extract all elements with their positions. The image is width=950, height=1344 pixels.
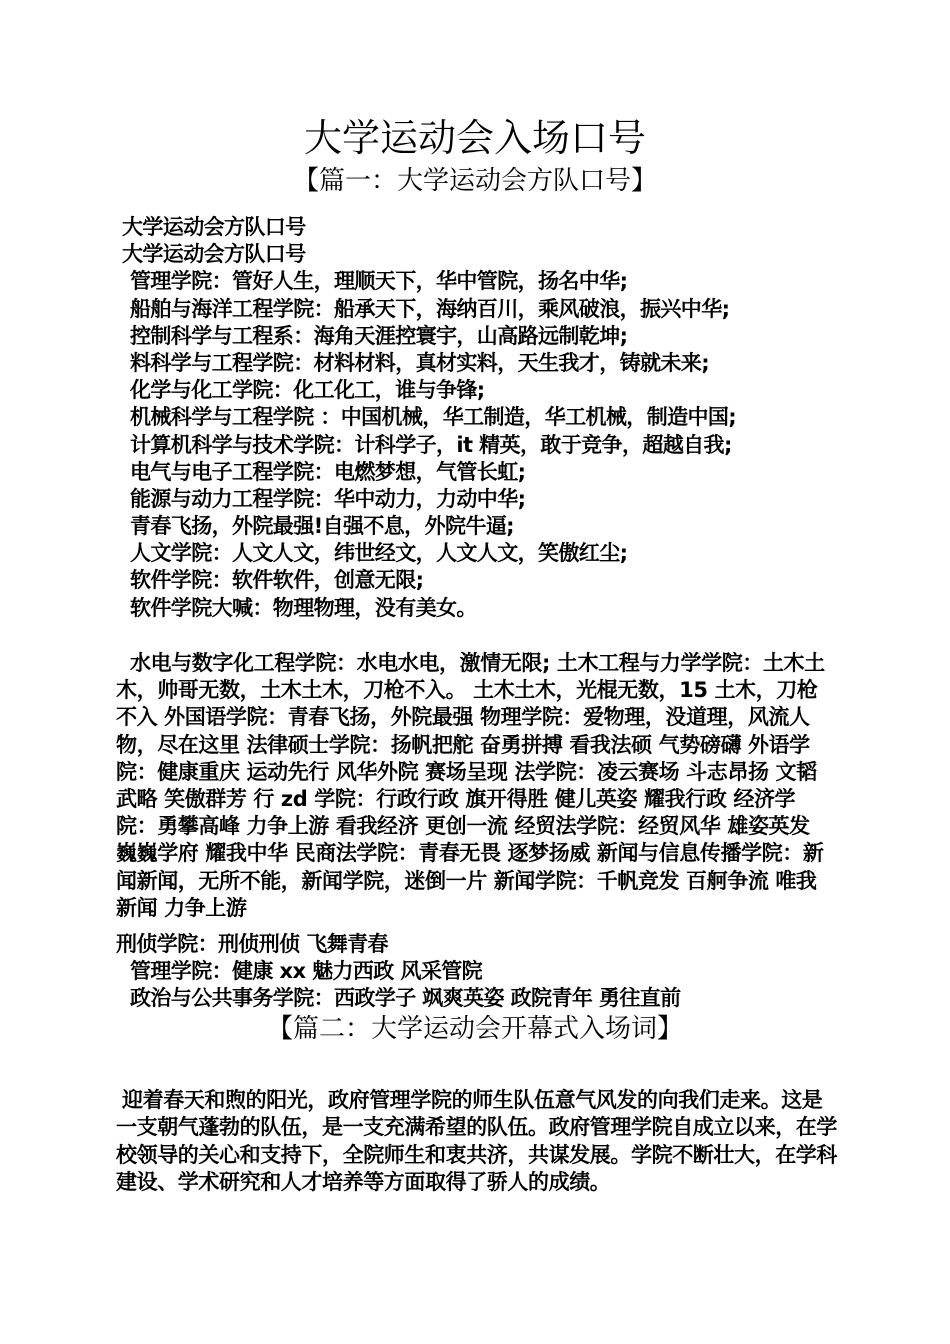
section-2-paragraph: 迎着春天和煦的阳光，政府管理学院的师生队伍意气风发的向我们走来。这是一支朝气蓬勃的队伍，是一支充满希望的队伍。政府管理学院自成立以来，在学校领导的关心和支持下，全院师生和衷共济，共谋发展。学院不断壮大，在学科建设、学术研究和人才培养等方面取得了骄人的成绩。: [116, 1088, 837, 1195]
section-1-paragraph: 水电与数字化工程学院：水电水电，激情无限; 土木工程与力学学院：土木土木，帅哥无数，土木土木，刀枪不入。 土木土木，光棍无数，15 土木，刀枪不入 外国语学院：青春飞扬，外院最强 物理学院：爱物理，没道理，风流人物，尽在这里 法律硕士学院：扬帆把舵 奋勇拼搏 看我法硕 气势磅礴 外语学院：健康重庆 运动先行 风华外院 赛场呈现 法学院：凌云赛场 斗志昂扬 文韬武略 笑傲群芳 行 zd 学院：行政行政 旗开得胜 健儿英姿 耀我行政 经济学院：勇攀高峰 力争上游 看我经济 更创一流 经贸法学院：经贸风华 雄姿英发 巍巍学府 耀我中华 民商法学院：青春无畏 逐梦扬威 新闻与信息传播学院：新闻新闻，无所不能，新闻学院，迷倒一片 新闻学院：千帆竞发 百舸争流 唯我新闻 力争上游: [116, 651, 825, 920]
section-1-slogan-list: [116, 214, 836, 622]
slogan-line: 软件学院大喊：物理物理，没有美女。: [130, 595, 477, 620]
slogan-line: 能源与动力工程学院：华中动力，力动中华;: [130, 486, 526, 511]
slogan-line: 软件学院：软件软件，创意无限;: [130, 568, 424, 593]
slogan-line: 化学与化工学院：化工化工，谁与争锋;: [130, 378, 485, 403]
slogan-line: 机械科学与工程学院 ：中国机械，华工制造，华工机械，制造中国;: [130, 405, 737, 430]
document-title: 大学运动会入场口号: [303, 116, 646, 160]
section-2-heading: 【篇二：大学运动会开幕式入场词】: [266, 1014, 683, 1044]
slogan-line: 管理学院：健康 xx 魅力西政 风采管院: [130, 959, 483, 984]
slogan-line: 控制科学与工程系：海角天涯控寰宇，山高路远制乾坤;: [130, 323, 628, 348]
slogan-line: 大学运动会方队口号: [122, 215, 306, 239]
slogan-line: 料科学与工程学院：材料材料，真材实料，天生我才，铸就未来;: [130, 350, 709, 375]
slogan-line: 计算机科学与技术学院：计科学子，it 精英，敢于竞争，超越自我;: [130, 432, 732, 457]
slogan-line: 管理学院：管好人生，理顺天下，华中管院，扬名中华;: [130, 269, 628, 294]
slogan-line: 大学运动会方队口号: [122, 242, 306, 267]
slogan-line: 人文学院：人文人文，纬世经文，人文人文，笑傲红尘;: [130, 541, 628, 566]
slogan-line: 刑侦学院：刑侦刑侦 飞舞青春: [116, 932, 388, 956]
section-1-heading: 【篇一：大学运动会方队口号】: [292, 166, 657, 196]
slogan-line: 青春飞扬，外院最强!自强不息，外院牛逼;: [130, 514, 514, 539]
section-1-tail-lines: [116, 931, 836, 1013]
slogan-line: 政治与公共事务学院：西政学子 飒爽英姿 政院青年 勇往直前: [130, 986, 681, 1011]
slogan-line: 电气与电子工程学院：电燃梦想，气管长虹;: [130, 459, 526, 484]
slogan-line: 船舶与海洋工程学院：船承天下，海纳百川，乘风破浪，振兴中华;: [130, 296, 730, 321]
